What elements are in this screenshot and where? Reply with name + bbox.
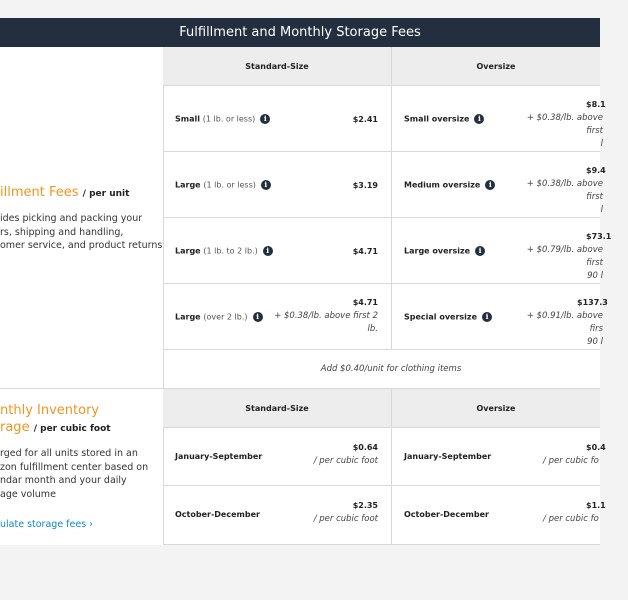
table-row bbox=[163, 428, 606, 486]
row-note: + $0.38/lb. above first 2 lb. bbox=[274, 311, 378, 334]
info-icon[interactable]: i bbox=[253, 312, 263, 322]
row-price: $3.19 bbox=[352, 181, 378, 190]
calculate-storage-fees-link[interactable]: ulate storage fees › bbox=[0, 519, 93, 530]
table-row bbox=[163, 284, 608, 350]
row-label-oversize: October-December bbox=[404, 510, 489, 519]
row-label-oversize: Medium oversize i bbox=[404, 180, 495, 190]
info-icon[interactable]: i bbox=[260, 114, 270, 124]
info-icon[interactable]: i bbox=[485, 180, 495, 190]
row-price: $2.35 bbox=[352, 501, 378, 510]
row-price-oversize: $73.1 bbox=[586, 232, 612, 241]
table-row bbox=[163, 152, 606, 218]
fulfillment-title: illment Fees / per unit bbox=[0, 185, 130, 200]
row-label-oversize: Small oversize i bbox=[404, 114, 484, 124]
storage-unit: / per cubic foot bbox=[33, 424, 111, 434]
storage-title-line2: rage / per cubic foot bbox=[0, 420, 111, 435]
row-label: Small (1 lb. or less) i bbox=[175, 114, 270, 124]
storage-title-line1: nthly Inventory bbox=[0, 403, 100, 418]
row-note-oversize: + $0.38/lb. above first l bbox=[526, 113, 603, 149]
row-label: Large (over 2 lb.) i bbox=[175, 312, 263, 322]
table-row bbox=[163, 218, 612, 284]
fulfillment-description bbox=[0, 47, 164, 389]
row-note: / per cubic foot bbox=[313, 456, 378, 466]
column-divider bbox=[391, 47, 392, 350]
fulfillment-col-standard: Standard-Size bbox=[163, 47, 391, 86]
row-label: Large (1 lb. or less) i bbox=[175, 180, 271, 190]
storage-col-standard: Standard-Size bbox=[163, 389, 391, 428]
table-row bbox=[163, 86, 606, 152]
table-row bbox=[163, 486, 606, 545]
row-price: $4.71 bbox=[352, 247, 378, 256]
fulfillment-col-oversize: Oversize bbox=[392, 47, 600, 86]
row-label-oversize: January-September bbox=[404, 452, 492, 461]
info-icon[interactable]: i bbox=[482, 312, 492, 322]
storage-desc: rged for all units stored in an zon fulfillment center based on ndar month and your daily age volume bbox=[0, 448, 149, 500]
fees-panel bbox=[0, 47, 612, 545]
row-price: $2.41 bbox=[352, 115, 378, 124]
info-icon[interactable]: i bbox=[475, 246, 485, 256]
row-price-oversize: $0.4 bbox=[586, 443, 606, 452]
row-price-oversize: $137.3 bbox=[577, 298, 608, 307]
row-label-oversize: Special oversize i bbox=[404, 312, 492, 322]
clothing-note-row bbox=[163, 350, 600, 389]
row-note-oversize: / per cubic fo bbox=[543, 514, 599, 524]
info-icon[interactable]: i bbox=[263, 246, 273, 256]
clothing-note: Add $0.40/unit for clothing items bbox=[320, 364, 462, 374]
column-divider bbox=[391, 389, 392, 545]
row-note-oversize: + $0.38/lb. above first l bbox=[526, 179, 603, 215]
fulfillment-unit: / per unit bbox=[82, 189, 130, 199]
storage-col-oversize: Oversize bbox=[392, 389, 600, 428]
header-title: Fulfillment and Monthly Storage Fees bbox=[179, 25, 421, 40]
row-note-oversize: / per cubic fo bbox=[543, 456, 599, 466]
row-note-oversize: + $0.79/lb. above first 90 l bbox=[526, 245, 603, 281]
info-icon[interactable]: i bbox=[474, 114, 484, 124]
row-label: January-September bbox=[175, 452, 263, 461]
row-price-oversize: $9.4 bbox=[586, 166, 606, 175]
row-price: $0.64 bbox=[352, 443, 378, 452]
row-label: October-December bbox=[175, 510, 260, 519]
row-price-oversize: $1.1 bbox=[586, 501, 606, 510]
info-icon[interactable]: i bbox=[261, 180, 271, 190]
fulfillment-desc: ides picking and packing your rs, shipping and handling, omer service, and product returns bbox=[0, 213, 163, 251]
row-label: Large (1 lb. to 2 lb.) i bbox=[175, 246, 273, 256]
row-note-oversize: + $0.91/lb. above firs 90 l bbox=[526, 311, 603, 347]
row-price: $4.71 bbox=[352, 298, 378, 307]
row-note: / per cubic foot bbox=[313, 514, 378, 524]
storage-description bbox=[0, 389, 164, 545]
page-header bbox=[0, 18, 600, 47]
row-price-oversize: $8.1 bbox=[586, 100, 606, 109]
row-label-oversize: Large oversize i bbox=[404, 246, 485, 256]
